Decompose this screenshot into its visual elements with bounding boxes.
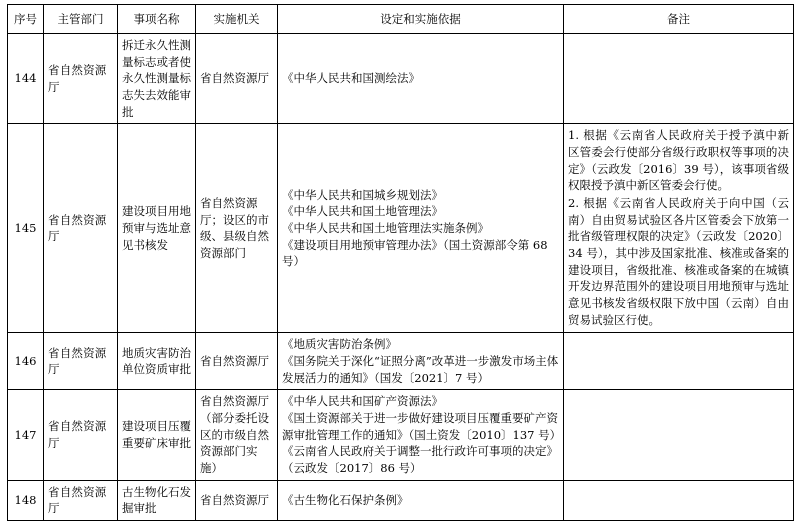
- cell-basis: [278, 390, 564, 480]
- cell-basis: [278, 480, 564, 520]
- table-header: [8, 5, 794, 34]
- remark-paragraph: 2. 根据《云南省人民政府关于向中国（云南）自由贸易试验区各片区管委会下放第一批省级管理权限的决定》（云政发〔2020〕34 号），其中涉及国家批准、核准或备案的建设项目，省级批准、核准或备案的在城镇开发边界范围外的建设项目用地预审与选址意见书核发省级权限下放中国（云南）自由贸易试验区行使。: [568, 196, 789, 327]
- cell-dept: 省自然资源厅: [44, 333, 118, 390]
- basis-line: 《云南省人民政府关于调整一批行政许可事项的决定》（云政发〔2017〕86 号）: [282, 444, 558, 476]
- column-header-dept: 主管部门: [44, 5, 118, 34]
- cell-org: 省自然资源厅；设区的市级、县级自然资源部门: [196, 124, 278, 333]
- column-header-org: 实施机关: [196, 5, 278, 34]
- column-header-remark: 备注: [564, 5, 794, 34]
- basis-line: 《地质灾害防治条例》: [282, 337, 397, 352]
- table-body: [8, 34, 794, 521]
- table-row: [8, 124, 794, 333]
- basis-line: 《中华人民共和国测绘法》: [282, 71, 420, 86]
- remark-paragraph: 1. 根据《云南省人民政府关于授予滇中新区管委会行使部分省级行政职权等事项的决定》（云政发〔2016〕39 号），该事项省级权限授予滇中新区管委会行使。: [568, 128, 789, 193]
- cell-basis: [278, 124, 564, 333]
- cell-basis: [278, 34, 564, 124]
- cell-dept: 省自然资源厅: [44, 124, 118, 333]
- cell-remark: [564, 124, 794, 333]
- basis-line: 《国务院关于深化“证照分离”改革进一步激发市场主体发展活力的通知》（国发〔2021〕7 号）: [282, 354, 559, 385]
- document-page: [0, 4, 800, 516]
- column-header-seq: 序号: [8, 5, 44, 34]
- cell-org: 省自然资源厅: [196, 480, 278, 520]
- cell-item: 建设项目用地预审与选址意见书核发: [118, 124, 196, 333]
- cell-seq: 147: [8, 390, 44, 480]
- column-header-basis: 设定和实施依据: [278, 5, 564, 34]
- cell-dept: 省自然资源厅: [44, 480, 118, 520]
- basis-line: 《中华人民共和国土地管理法实施条例》: [282, 221, 489, 236]
- cell-dept: 省自然资源厅: [44, 34, 118, 124]
- cell-item: 拆迁永久性测量标志或者使永久性测量标志失去效能审批: [118, 34, 196, 124]
- table-row: [8, 34, 794, 124]
- cell-item: 古生物化石发掘审批: [118, 480, 196, 520]
- cell-basis: [278, 333, 564, 390]
- basis-line: 《中华人民共和国土地管理法》: [282, 204, 443, 219]
- basis-line: 《国土资源部关于进一步做好建设项目压覆重要矿产资源审批管理工作的通知》（国土资发〔2010〕137 号）: [282, 411, 562, 442]
- cell-seq: 146: [8, 333, 44, 390]
- cell-remark: [564, 480, 794, 520]
- cell-org: 省自然资源厅: [196, 333, 278, 390]
- cell-remark: [564, 34, 794, 124]
- cell-org: 省自然资源厅（部分委托设区的市级自然资源部门实施）: [196, 390, 278, 480]
- administrative-items-table: [7, 4, 794, 521]
- cell-item: 地质灾害防治单位资质审批: [118, 333, 196, 390]
- basis-line: 《中华人民共和国矿产资源法》: [282, 394, 443, 409]
- table-row: [8, 333, 794, 390]
- cell-dept: 省自然资源厅: [44, 390, 118, 480]
- cell-seq: 144: [8, 34, 44, 124]
- table-row: [8, 390, 794, 480]
- basis-line: 《古生物化石保护条例》: [282, 493, 409, 508]
- table-row: [8, 480, 794, 520]
- cell-remark: [564, 390, 794, 480]
- cell-seq: 145: [8, 124, 44, 333]
- table-header-row: [8, 5, 794, 34]
- basis-line: 《建设项目用地预审管理办法》（国土资源部令第 68 号）: [282, 237, 548, 269]
- cell-seq: 148: [8, 480, 44, 520]
- column-header-item: 事项名称: [118, 5, 196, 34]
- basis-line: 《中华人民共和国城乡规划法》: [282, 187, 443, 202]
- cell-item: 建设项目压覆重要矿床审批: [118, 390, 196, 480]
- cell-org: 省自然资源厅: [196, 34, 278, 124]
- cell-remark: [564, 333, 794, 390]
